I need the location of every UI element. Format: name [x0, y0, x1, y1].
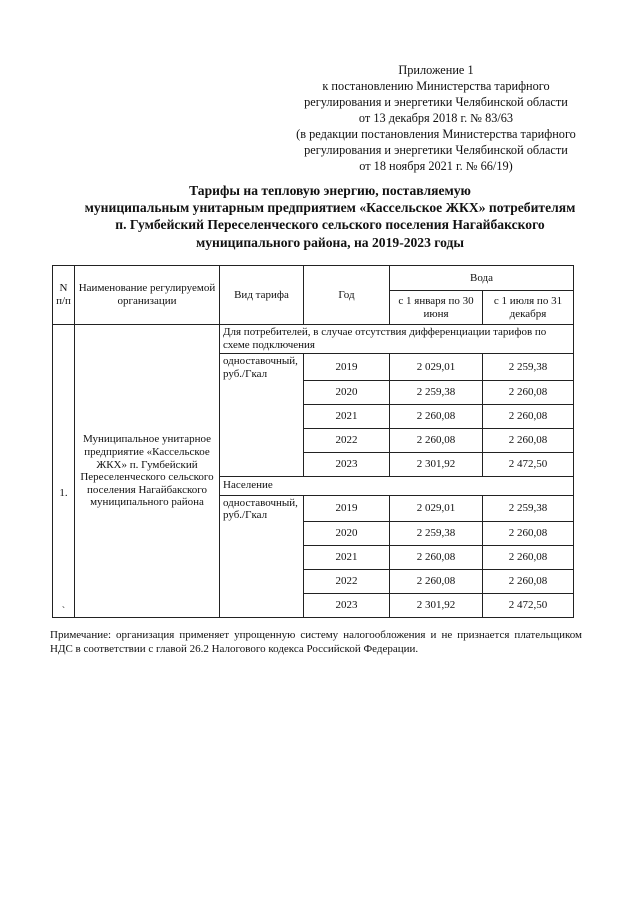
tariff-value: 2 259,38	[390, 380, 483, 404]
appendix-line: Приложение 1	[398, 63, 474, 77]
year-cell: 2021	[304, 404, 390, 428]
title-line: муниципального района, на 2019-2023 годы	[195, 234, 465, 250]
tariff-value: 2 260,08	[483, 380, 574, 404]
appendix-line: к постановлению Министерства тарифного	[322, 79, 550, 93]
tariff-value: 2 260,08	[483, 428, 574, 452]
tariff-value: 2 301,92	[390, 452, 483, 476]
title-line: Тарифы на тепловую энергию, поставляемую	[189, 183, 471, 198]
year-cell: 2019	[304, 495, 390, 522]
header-water: Вода	[390, 266, 574, 291]
year-cell: 2019	[304, 354, 390, 381]
tariff-type-label: одноставочный, руб./Гкал	[220, 495, 304, 618]
tariff-value: 2 260,08	[483, 546, 574, 570]
group-heading: Для потребителей, в случае отсутствия дифференциации тарифов по схеме подключения	[220, 325, 574, 354]
appendix-block	[250, 62, 622, 174]
year-cell: 2021	[304, 546, 390, 570]
appendix-line: от 13 декабря 2018 г. № 83/63	[358, 111, 514, 125]
year-cell: 2023	[304, 452, 390, 476]
appendix-line: от 18 ноября 2021 г. № 66/19)	[359, 159, 513, 173]
header-period-2: с 1 июля по 31 декабря	[483, 291, 574, 325]
tariff-value: 2 260,08	[390, 428, 483, 452]
year-cell: 2020	[304, 380, 390, 404]
tariff-value: 2 259,38	[483, 495, 574, 522]
header-org: Наименование регулируемой организации	[75, 266, 220, 325]
tariff-value: 2 472,50	[483, 452, 574, 476]
tariff-value: 2 029,01	[390, 354, 483, 381]
tariff-table	[52, 265, 574, 618]
year-cell: 2022	[304, 570, 390, 594]
tariff-value: 2 259,38	[390, 522, 483, 546]
group-heading: Население	[220, 476, 574, 495]
year-cell: 2022	[304, 428, 390, 452]
header-tariff-type: Вид тарифа	[220, 266, 304, 325]
tariff-value: 2 260,08	[390, 404, 483, 428]
tariff-value: 2 301,92	[390, 594, 483, 618]
tariff-value: 2 029,01	[390, 495, 483, 522]
header-period-1: с 1 января по 30 июня	[390, 291, 483, 325]
tariff-value: 2 260,08	[483, 522, 574, 546]
tariff-value: 2 260,08	[483, 404, 574, 428]
tariff-type-label: одноставочный, руб./Гкал	[220, 354, 304, 477]
tariff-value: 2 472,50	[483, 594, 574, 618]
header-year: Год	[304, 266, 390, 325]
year-cell: 2020	[304, 522, 390, 546]
organization-name: Муниципальное унитарное предприятие «Кассельское ЖКХ» п. Гумбейский Переселенческого сельского поселения Нагайбакского муниципального района	[75, 325, 220, 618]
appendix-line: регулирования и энергетики Челябинской области	[304, 143, 568, 157]
tariff-value: 2 259,38	[483, 354, 574, 381]
stray-mark: `	[61, 604, 66, 617]
row-number-cell	[53, 325, 75, 618]
header-num: N п/п	[53, 266, 75, 325]
row-number: 1.	[59, 487, 68, 499]
tariff-value: 2 260,08	[390, 570, 483, 594]
tariff-value: 2 260,08	[390, 546, 483, 570]
appendix-line: (в редакции постановления Министерства тарифного	[296, 127, 576, 141]
appendix-line: регулирования и энергетики Челябинской области	[304, 95, 568, 109]
footnote: Примечание: организация применяет упрощенную систему налогообложения и не признается плательщиком НДС в соответствии с главой 26.2 Налогового кодекса Российской Федерации.	[50, 629, 582, 655]
year-cell: 2023	[304, 594, 390, 618]
title-line: муниципальным унитарным предприятием «Кассельское ЖКХ» потребителям	[84, 200, 576, 216]
document-title	[30, 182, 630, 251]
tariff-value: 2 260,08	[483, 570, 574, 594]
title-line: п. Гумбейский Переселенческого сельского поселения Нагайбакского	[115, 217, 545, 233]
